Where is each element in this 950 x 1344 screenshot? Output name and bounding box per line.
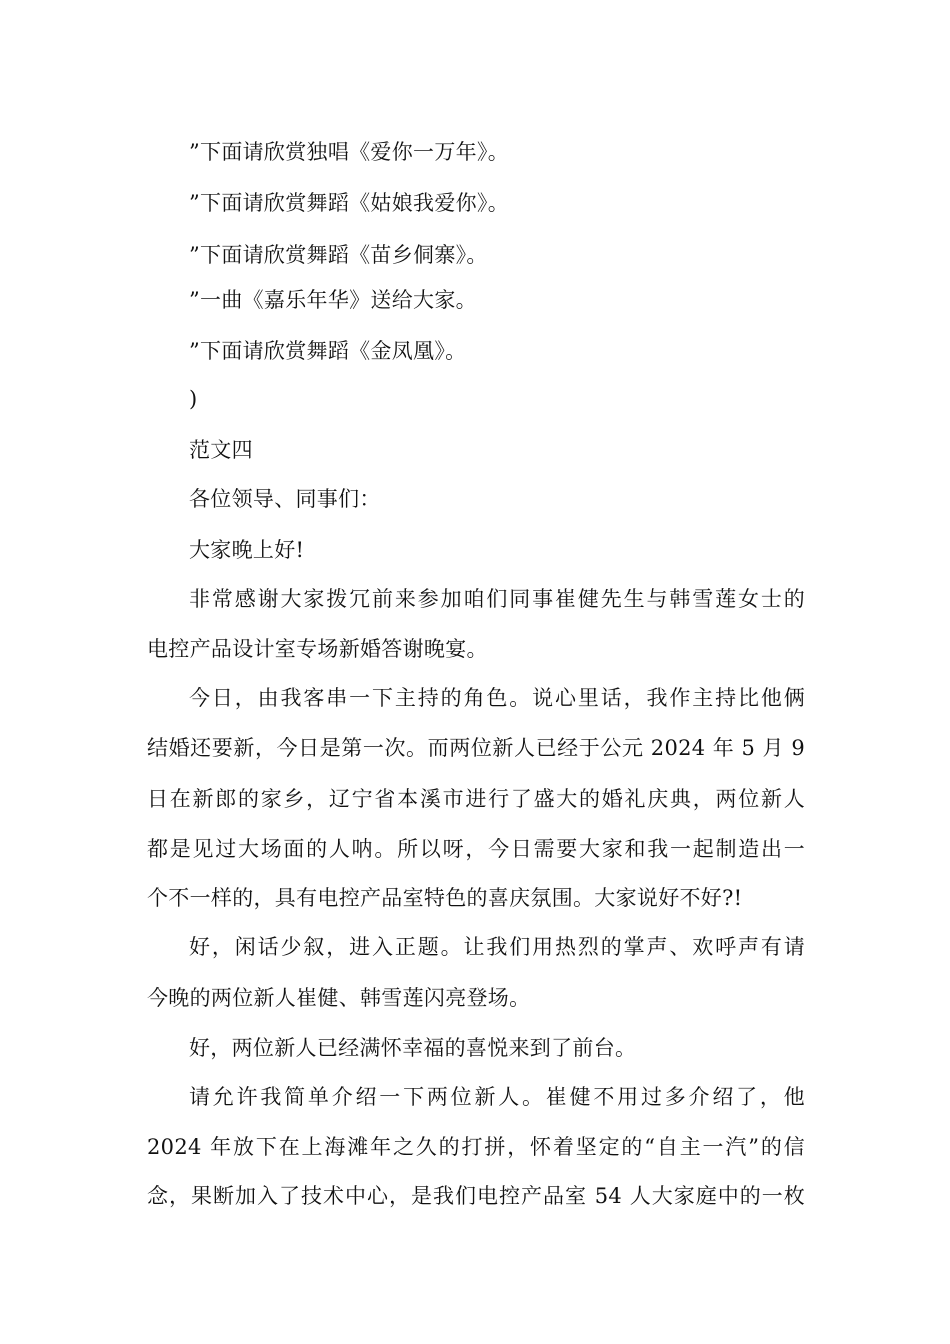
paragraph-line: 2024 年放下在上海滩年之久的打拼，怀着坚定的“自主一汽”的信 (147, 1135, 805, 1159)
salutation: 各位领导、同事们： (189, 487, 381, 511)
section-heading: 范文四 (189, 438, 253, 462)
paragraph-line: 非常感谢大家拨冗前来参加咱们同事崔健先生与韩雪莲女士的 (189, 587, 805, 611)
paragraph-line: 都是见过大场面的人呐。所以呀，今日需要大家和我一起制造出一 (147, 837, 805, 861)
program-line-3: ”下面请欣赏舞蹈《苗乡侗寨》。 (189, 243, 488, 267)
program-line-4: ”一曲《嘉乐年华》送给大家。 (189, 288, 477, 312)
closing-paren: ) (189, 387, 198, 411)
paragraph-line: 今晚的两位新人崔健、韩雪莲闪亮登场。 (147, 986, 531, 1010)
paragraph-line: 好，两位新人已经满怀幸福的喜悦来到了前台。 (189, 1036, 637, 1060)
program-line-5: ”下面请欣赏舞蹈《金凤凰》。 (189, 339, 467, 363)
paragraph-line: 个不一样的，具有电控产品室特色的喜庆氛围。大家说好不好?! (147, 886, 743, 910)
paragraph-line: 念，果断加入了技术中心，是我们电控产品室 54 人大家庭中的一枚 (147, 1184, 805, 1208)
program-line-1: ”下面请欣赏独唱《爱你一万年》。 (189, 140, 510, 164)
program-line-2: ”下面请欣赏舞蹈《姑娘我爱你》。 (189, 191, 510, 215)
paragraph-line: 请允许我简单介绍一下两位新人。崔健不用过多介绍了，他 (189, 1085, 805, 1109)
paragraph-line: 结婚还要新，今日是第一次。而两位新人已经于公元 2024 年 5 月 9 (147, 736, 805, 760)
greeting: 大家晚上好! (189, 538, 305, 562)
paragraph-line: 好，闲话少叙，进入正题。让我们用热烈的掌声、欢呼声有请 (189, 935, 805, 959)
paragraph-line: 今日，由我客串一下主持的角色。说心里话，我作主持比他俩 (189, 686, 805, 710)
paragraph-line: 电控产品设计室专场新婚答谢晚宴。 (147, 637, 488, 661)
paragraph-line: 日在新郎的家乡，辽宁省本溪市进行了盛大的婚礼庆典，两位新人 (147, 787, 805, 811)
